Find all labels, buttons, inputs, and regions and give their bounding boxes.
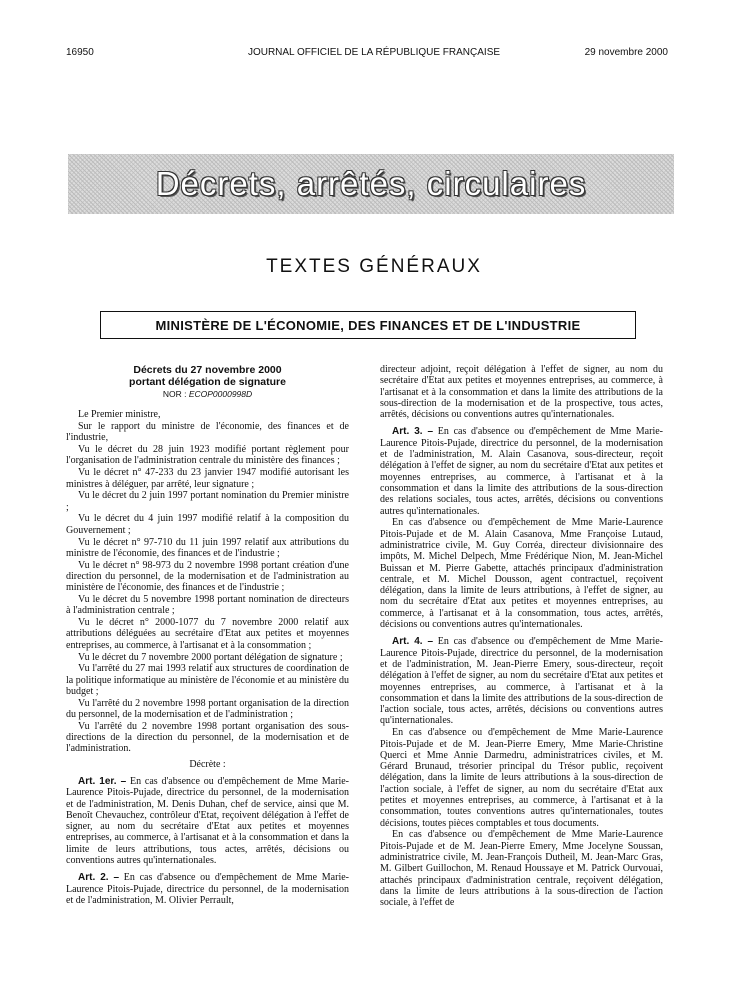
article-4-label: Art. 4. – <box>392 636 434 648</box>
preamble-paragraph: Vu le décret n° 97-710 du 11 juin 1997 relatif aux attributions du ministre de l'économie, des finances et de l'industrie ; <box>66 536 349 559</box>
preamble-paragraph: Vu l'arrêté du 2 novembre 1998 portant organisation de la direction du personnel, de la modernisation et de l'administration ; <box>66 697 349 721</box>
article-2 <box>66 872 349 906</box>
article-1 <box>66 776 349 866</box>
journal-title: JOURNAL OFFICIEL DE LA RÉPUBLIQUE FRANÇAISE <box>247 47 501 58</box>
preamble-paragraph: Vu le décret du 4 juin 1997 modifié relatif à la composition du Gouvernement ; <box>66 513 349 536</box>
preamble-paragraph: Le Premier ministre, <box>78 409 161 421</box>
preamble-paragraph: Vu le décret du 28 juin 1923 modifié portant règlement pour l'organisation de l'administration centrale du ministère des finances ; <box>66 444 349 467</box>
article-1-text: En cas d'absence ou d'empêchement de Mme Marie-Laurence Pitois-Pujade, directrice du personnel, de la modernisation et de l'administration, M. Denis Duhan, chef de service, ainsi que M. Benoît Chevauchez, contrôleur d'Etat, reçoivent délégation à l'effet de signer, au nom du secrétaire d'Etat aux petites et moyennes entreprises, au commerce, à l'artisanat et à la consommation et dans la limite de leurs attributions, tous actes, arrêtés, décisions ou conventions autres qu'internationales. <box>66 776 349 867</box>
publication-date: 29 novembre 2000 <box>584 47 668 58</box>
article-3-paragraph-2: En cas d'absence ou d'empêchement de Mme Marie-Laurence Pitois-Pujade et de M. Alain Casanova, Mme Françoise Lutaud, administratrice civile, M. Guy Corréa, directeur divisionnaire des impôts, M. Michel Delpech, Mme Frédérique Nion, M. Jean-Michel Buissan et M. Pierre Gabette, attachés principaux d'administration centrale, et M. Michel Dousson, agent contractuel, reçoivent délégation, dans la limite de leurs attributions, à l'effet de signer, au nom du secrétaire d'Etat aux petites et moyennes entreprises, au commerce, à l'artisanat et à la consommation, tous actes, arrêtés, décisions ou conventions autres qu'internationales. <box>380 517 663 631</box>
preamble-paragraph: Vu le décret n° 2000-1077 du 7 novembre 2000 relatif aux attributions déléguées au secrétaire d'Etat aux petites et moyennes entreprises, au commerce, à l'artisanat et à la consommation ; <box>66 617 349 651</box>
decree-title-line1: Décrets du 27 novembre 2000 <box>133 364 282 376</box>
section-banner <box>68 154 674 214</box>
article-4 <box>380 636 663 726</box>
decree-title <box>66 364 349 388</box>
section-title: TEXTES GÉNÉRAUX <box>266 256 482 277</box>
article-4-paragraph-2: En cas d'absence ou d'empêchement de Mme Marie-Laurence Pitois-Pujade et de M. Jean-Pierre Emery, Mme Marie-Christine Querci et Mme Annie Darmedru, administratrices civiles, et M. Gérard Brunaud, trésorier principal du Trésor public, reçoivent délégation, dans la limite de leurs attributions à la sous-direction de l'action sociale, à l'effet de signer, au nom du secrétaire d'Etat aux petites et moyennes entreprises, au commerce, à l'artisanat et à la consommation, toutes conventions autres qu'internationales, toutes décisions, toutes pièces comptables et tous documents. <box>380 727 663 829</box>
article-1-label: Art. 1er. – <box>78 776 127 787</box>
article-4-text: En cas d'absence ou d'empêchement de Mme Marie-Laurence Pitois-Pujade, directrice du personnel, de la modernisation et de l'administration, M. Jean-Pierre Emery, sous-directeur, reçoit délégation à l'effet de signer, au nom du secrétaire d'Etat aux petites et moyennes entreprises, au commerce, à l'artisanat et à la consommation et dans la limite des attributions de la sous-direction de l'action sociale, tous actes, arrêtés, décisions ou conventions autres qu'internationales. <box>380 636 663 727</box>
nor-label: NOR : <box>162 389 187 399</box>
article-2-continued: directeur adjoint, reçoit délégation à l'effet de signer, au nom du secrétaire d'Etat aux petites et moyennes entreprises, au commerce, à l'artisanat et à la consommation et dans la limite des attributions de la sous-direction de la modernisation et de la prospective, tous actes, arrêtés, décisions ou conventions autres qu'internationales. <box>380 364 663 421</box>
ministry-box <box>100 311 636 339</box>
preamble-paragraph: Sur le rapport du ministre de l'économie, des finances et de l'industrie, <box>66 421 349 444</box>
decree-title-line2: portant délégation de signature <box>129 376 286 388</box>
column-left <box>66 364 349 907</box>
article-2-text: En cas d'absence ou d'empêchement de Mme Marie-Laurence Pitois-Pujade, directrice du personnel, de la modernisation et de l'administration, M. Olivier Perrault, <box>66 872 349 906</box>
nor-reference <box>66 389 349 400</box>
page-number: 16950 <box>66 47 94 58</box>
preamble-paragraph: Vu le décret du 7 novembre 2000 portant délégation de signature ; <box>78 651 343 663</box>
article-3 <box>380 426 663 516</box>
preamble-paragraph: Vu l'arrêté du 27 mai 1993 relatif aux structures de coordination de la politique informatique au ministère de l'économie et au ministère du budget ; <box>66 663 349 697</box>
preamble-paragraph: Vu le décret du 2 juin 1997 portant nomination du Premier ministre ; <box>66 490 349 513</box>
decrete-heading: Décrète : <box>189 758 226 770</box>
article-3-text: En cas d'absence ou d'empêchement de Mme Marie-Laurence Pitois-Pujade, directrice du personnel, de la modernisation et de l'administration, M. Alain Casanova, sous-directeur, reçoit délégation à l'effet de signer, au nom du secrétaire d'Etat aux petites et moyennes entreprises, au commerce, à l'artisanat et à la consommation et dans la limite des attributions de la sous-direction des relations sociales, tous actes, arrêtés, décisions ou conventions autres qu'internationales. <box>380 426 663 517</box>
banner-title: Décrets, arrêtés, circulaires <box>155 165 587 202</box>
preamble-paragraph: Vu le décret n° 47-233 du 23 janvier 1947 modifié autorisant les ministres à déléguer, par arrêté, leur signature ; <box>66 467 349 490</box>
ministry-name: MINISTÈRE DE L'ÉCONOMIE, DES FINANCES ET DE L'INDUSTRIE <box>155 317 581 333</box>
preamble-paragraph: Vu l'arrêté du 2 novembre 1998 portant organisation des sous-directions de la direction du personnel, de la modernisation et de l'administration. <box>66 720 349 755</box>
article-3-label: Art. 3. – <box>392 426 434 438</box>
preamble-paragraph: Vu le décret du 5 novembre 1998 portant nomination de directeurs à l'administration centrale ; <box>66 594 349 617</box>
article-2-label: Art. 2. – <box>78 872 120 884</box>
article-4-paragraph-3: En cas d'absence ou d'empêchement de Mme Marie-Laurence Pitois-Pujade et de M. Jean-Pierre Emery, Mme Jocelyne Soussan, administratrice civile, M. Jean-François Dutheil, M. Jean-Marc Gras, M. Gilbert Guillochon, M. Renaud Houssaye et M. Patrick Ourvouai, attachés principaux d'administration centrale, reçoivent délégation, dans la limite de leurs attributions à la sous-direction de l'action sociale, à l'effet de <box>380 829 663 909</box>
preamble-paragraph: Vu le décret n° 98-973 du 2 novembre 1998 portant création d'une direction du personnel, de la modernisation et de l'administration au ministère de l'économie, des finances et de l'industrie ; <box>66 559 349 594</box>
preamble <box>66 409 349 754</box>
nor-code: ECOP0000998D <box>188 389 253 399</box>
column-right <box>380 364 663 909</box>
